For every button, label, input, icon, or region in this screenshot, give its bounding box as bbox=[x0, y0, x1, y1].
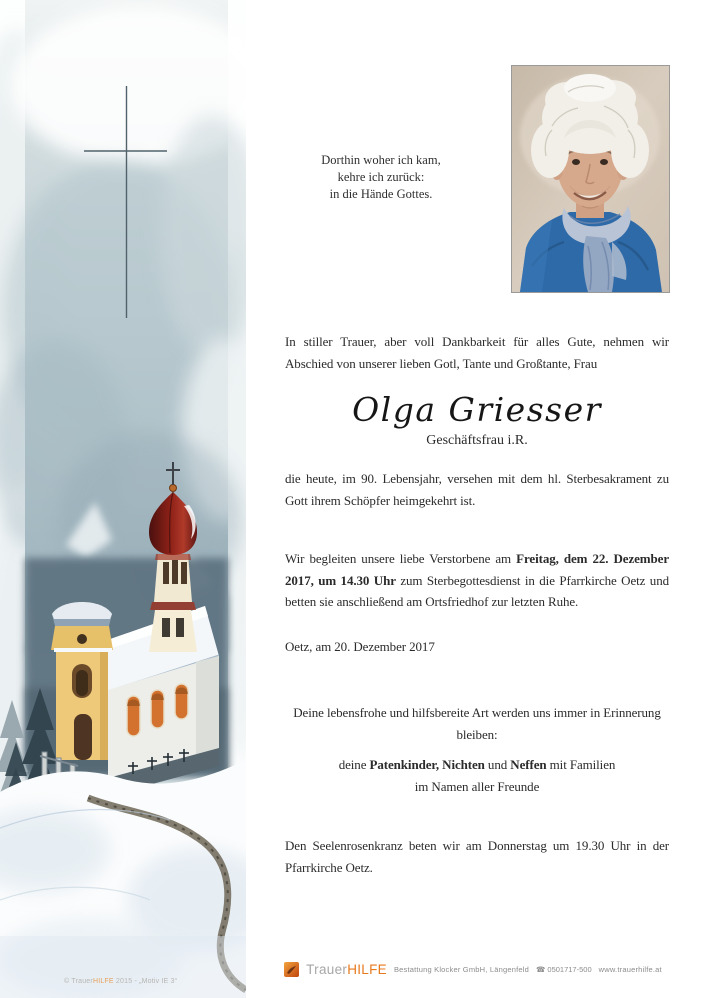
death-notice-paragraph: die heute, im 90. Lebensjahr, versehen mit dem hl. Sterbesakrament zu Gott ihrem Schöpfer heimgekehrt ist. bbox=[285, 471, 669, 508]
website: www.trauerhilfe.at bbox=[598, 964, 662, 974]
rosary-paragraph: Den Seelenrosenkranz beten wir am Donnerstag um 19.30 Uhr in der Pfarrkirche Oetz. bbox=[285, 838, 669, 875]
winter-church-watercolor bbox=[0, 0, 246, 998]
portrait-image bbox=[512, 66, 669, 292]
deceased-name-block bbox=[285, 390, 669, 450]
deceased-title: Geschäftsfrau i.R. bbox=[426, 433, 528, 448]
portrait-photo bbox=[511, 65, 670, 293]
mourners-pre: deine bbox=[338, 757, 370, 772]
funeral-text-pre: Wir begleiten unsere liebe Verstorbene am bbox=[285, 551, 517, 566]
opening-verse bbox=[287, 152, 475, 203]
mourners-paragraph bbox=[285, 754, 669, 797]
remembrance-paragraph: Deine lebensfrohe und hilfsbereite Art werden uns immer in Erinnerung bleiben: bbox=[293, 705, 661, 742]
verse-line-1: Dorthin woher ich kam, bbox=[321, 153, 441, 167]
copyright-hilfe: HILFE bbox=[92, 978, 114, 985]
deceased-name: Olga Griesser bbox=[352, 390, 602, 429]
company-line: Bestattung Klocker GmbH, Längenfeld bbox=[393, 964, 529, 974]
front-tower bbox=[51, 602, 113, 760]
copyright-post: 2015 - „Motiv IE 3“ bbox=[113, 978, 178, 985]
brand-wordmark bbox=[306, 962, 387, 977]
motif-copyright bbox=[64, 978, 177, 985]
funeral-paragraph bbox=[285, 548, 669, 613]
brand-hilfe: HILFE bbox=[347, 961, 387, 977]
intro-paragraph: In stiller Trauer, aber voll Dankbarkeit für alles Gute, nehmen wir Abschied von unserer lieben Gotl, Tante und Großtante, Frau bbox=[285, 334, 669, 371]
mourners-nephews: Neffen bbox=[510, 757, 547, 772]
mourners-godchildren: Patenkinder, Nichten bbox=[369, 757, 485, 772]
memorial-artwork bbox=[0, 0, 246, 998]
funeral-text-post: zum Sterbegottesdienst in die Pfarrkirche Oetz und betten sie anschließend am Ortsfriedhof zur letzten Ruhe. bbox=[285, 572, 669, 609]
phone-icon: ☎ bbox=[535, 964, 546, 974]
place-dateline: Oetz, am 20. Dezember 2017 bbox=[285, 639, 435, 654]
copyright-pre: © Trauer bbox=[64, 978, 93, 985]
mourners-post: mit Familien bbox=[546, 757, 616, 772]
phone-line bbox=[536, 965, 592, 974]
mourners-line2: im Namen aller Freunde bbox=[414, 778, 540, 794]
brand-trauer: Trauer bbox=[306, 961, 348, 977]
phone-number: 0501717-500 bbox=[547, 964, 592, 974]
funeral-home-footer bbox=[246, 956, 700, 982]
verse-line-3: in die Hände Gottes. bbox=[329, 187, 433, 201]
mourners-mid: und bbox=[484, 757, 511, 772]
trauerhilfe-logo-icon bbox=[284, 962, 299, 977]
funeral-date-emphasis: Freitag, dem 22. Dezember 2017, um 14.30 Uhr bbox=[285, 551, 669, 588]
verse-line-2: kehre ich zurück: bbox=[337, 170, 425, 184]
